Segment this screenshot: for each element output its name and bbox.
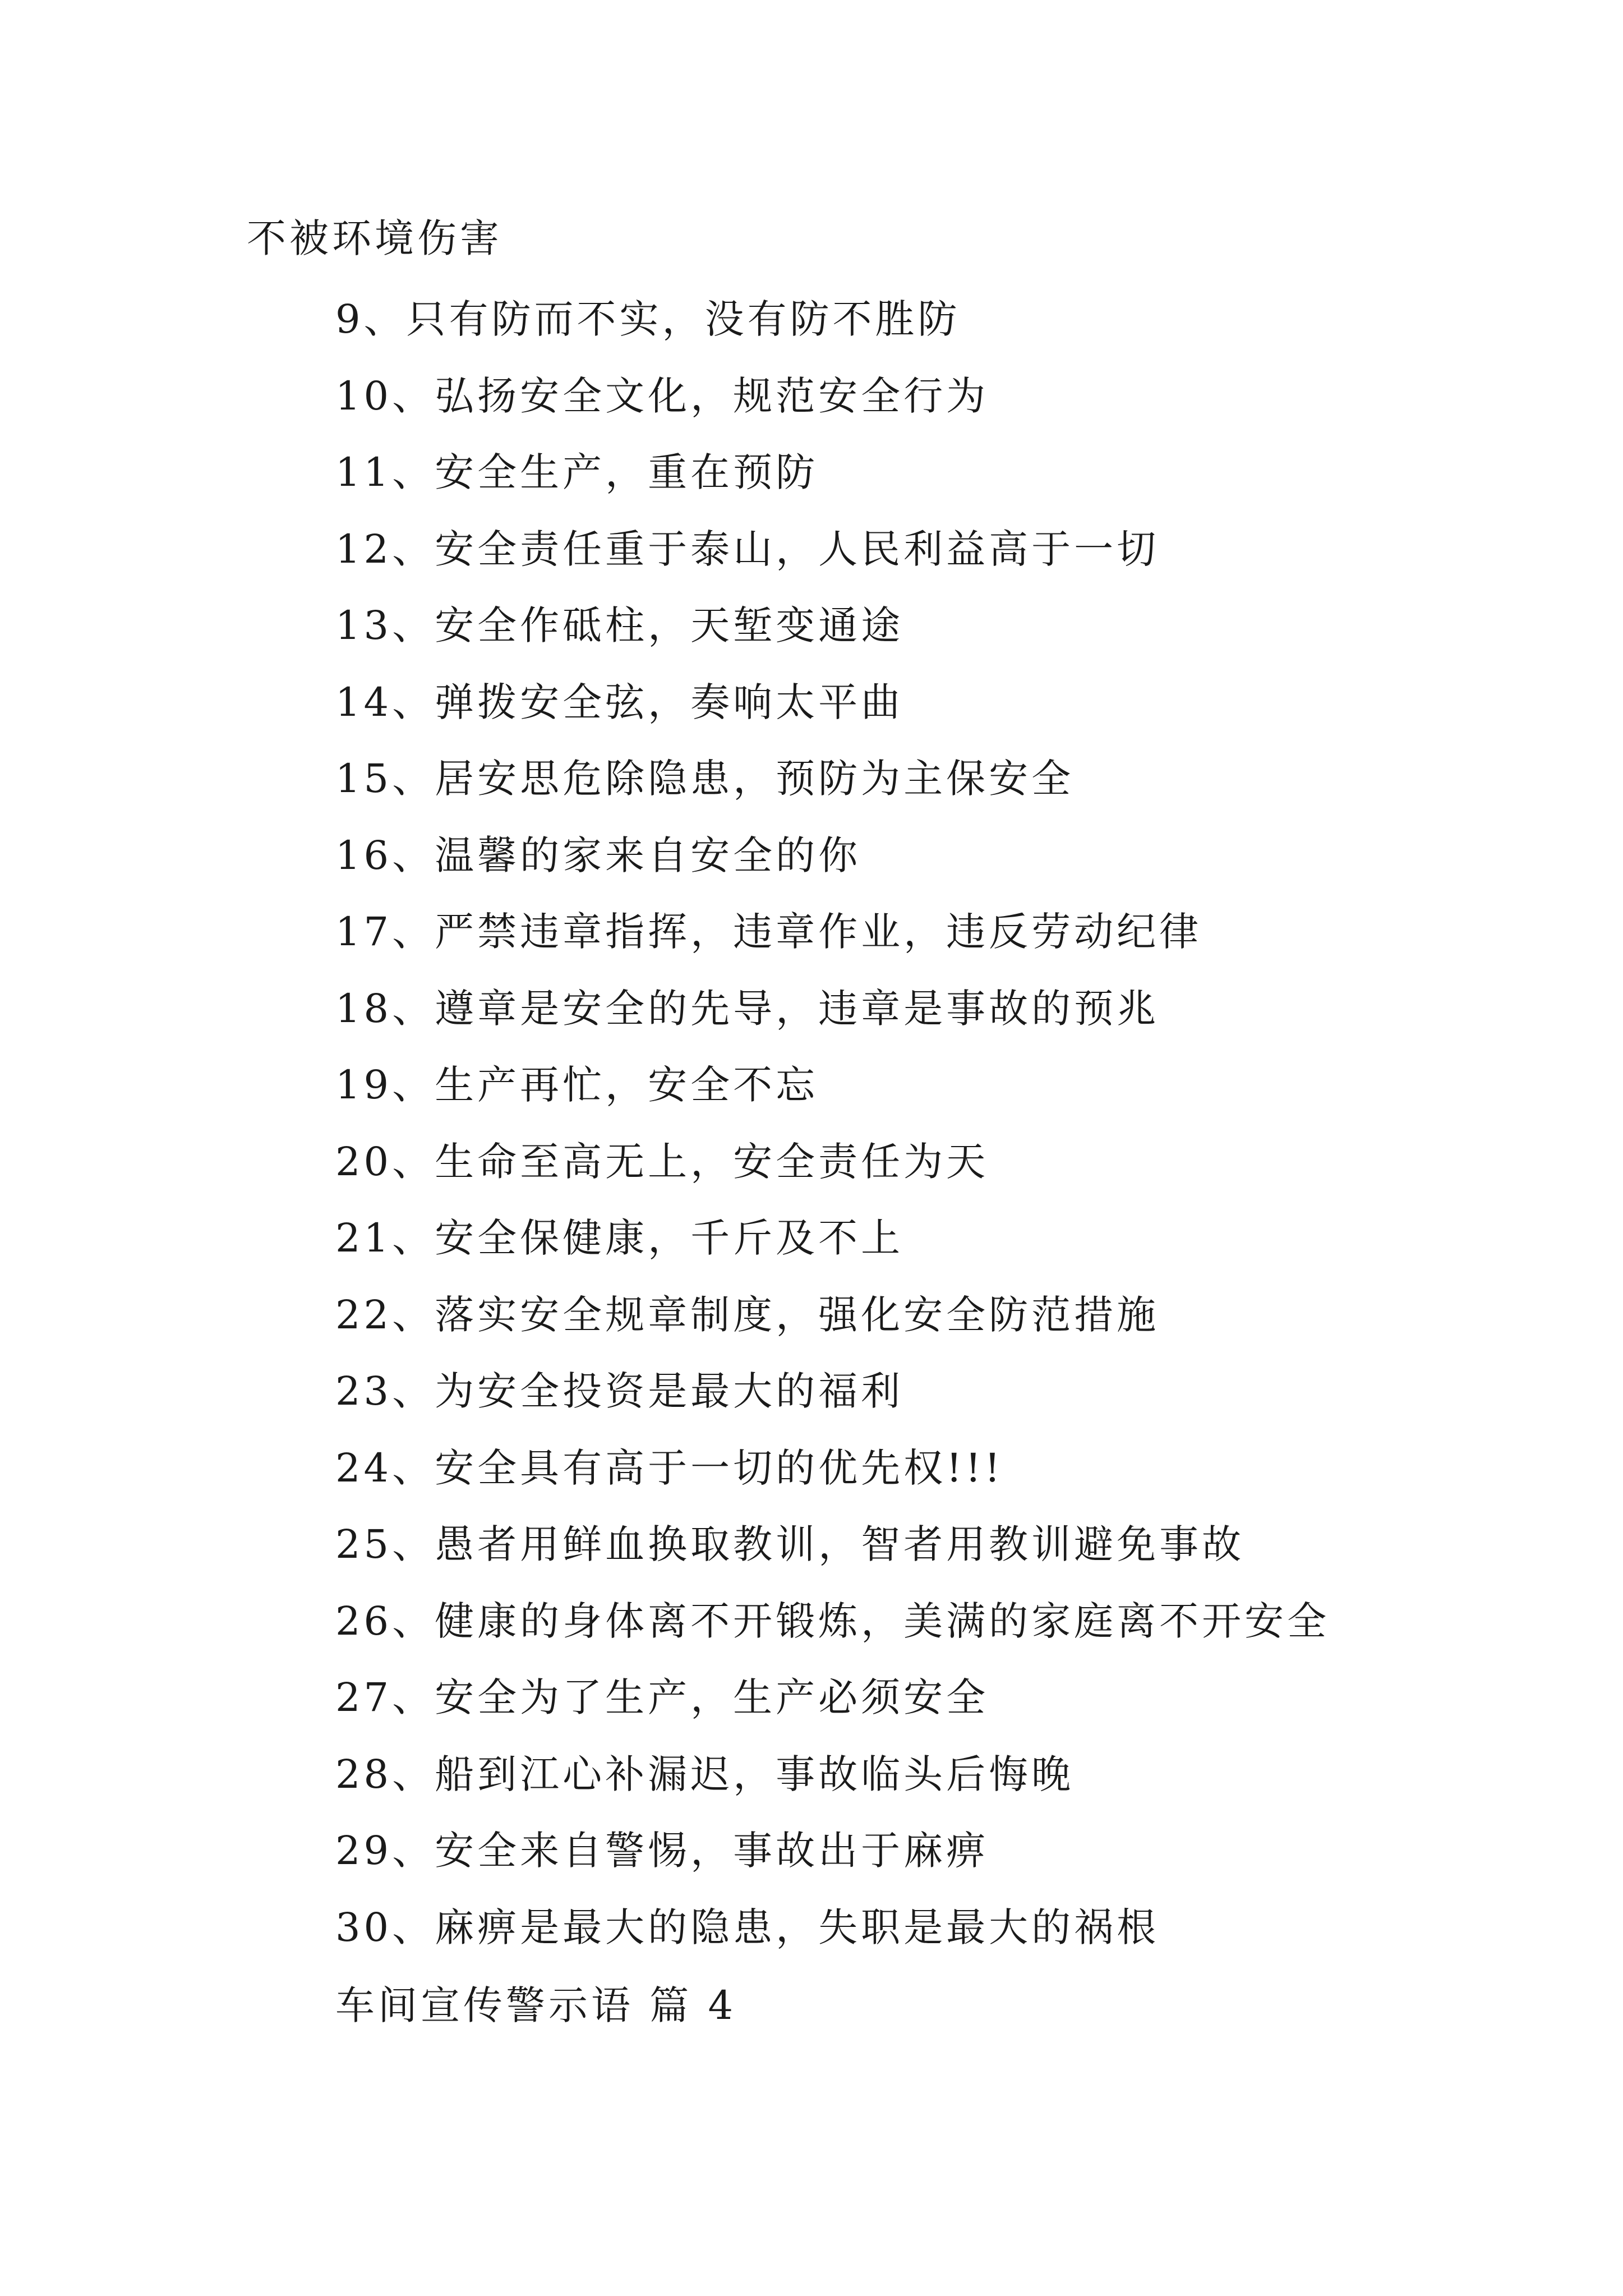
section-heading: 车间宣传警示语 篇 4 <box>335 1982 737 2028</box>
list-item: 15、居安思危除隐患，预防为主保安全 <box>335 756 1075 802</box>
list-item: 9、只有防而不实，没有防不胜防 <box>335 296 961 342</box>
list-item: 25、愚者用鲜血换取教训，智者用教训避免事故 <box>335 1521 1245 1567</box>
list-item: 21、安全保健康，千斤及不上 <box>335 1215 904 1261</box>
list-item: 26、健康的身体离不开锻炼，美满的家庭离不开安全 <box>335 1598 1330 1644</box>
continuation-text: 不被环境伤害 <box>247 215 502 261</box>
list-item: 29、安全来自警惕，事故出于麻痹 <box>335 1828 989 1874</box>
list-item: 12、安全责任重于泰山，人民利益高于一切 <box>335 526 1160 572</box>
list-item: 13、安全作砥柱，天堑变通途 <box>335 602 904 648</box>
list-item: 19、生产再忙，安全不忘 <box>335 1062 819 1108</box>
list-item: 22、落实安全规章制度，强化安全防范措施 <box>335 1291 1160 1338</box>
list-item: 20、生命至高无上，安全责任为天 <box>335 1138 989 1185</box>
list-item: 14、弹拨安全弦，奏响太平曲 <box>335 679 904 725</box>
list-item: 17、严禁违章指挥，违章作业，违反劳动纪律 <box>335 909 1202 955</box>
list-item: 23、为安全投资是最大的福利 <box>335 1368 904 1414</box>
list-item: 28、船到江心补漏迟，事故临头后悔晚 <box>335 1751 1075 1797</box>
list-item: 11、安全生产，重在预防 <box>335 449 819 495</box>
list-item: 30、麻痹是最大的隐患，失职是最大的祸根 <box>335 1904 1160 1950</box>
slogan-list <box>335 294 1330 1978</box>
list-item: 10、弘扬安全文化，规范安全行为 <box>335 372 989 419</box>
list-item: 27、安全为了生产，生产必须安全 <box>335 1674 989 1720</box>
list-item: 18、遵章是安全的先导，违章是事故的预兆 <box>335 985 1160 1032</box>
list-item: 16、温馨的家来自安全的你 <box>335 832 861 878</box>
list-item: 24、安全具有高于一切的优先权!!! <box>335 1444 1004 1491</box>
